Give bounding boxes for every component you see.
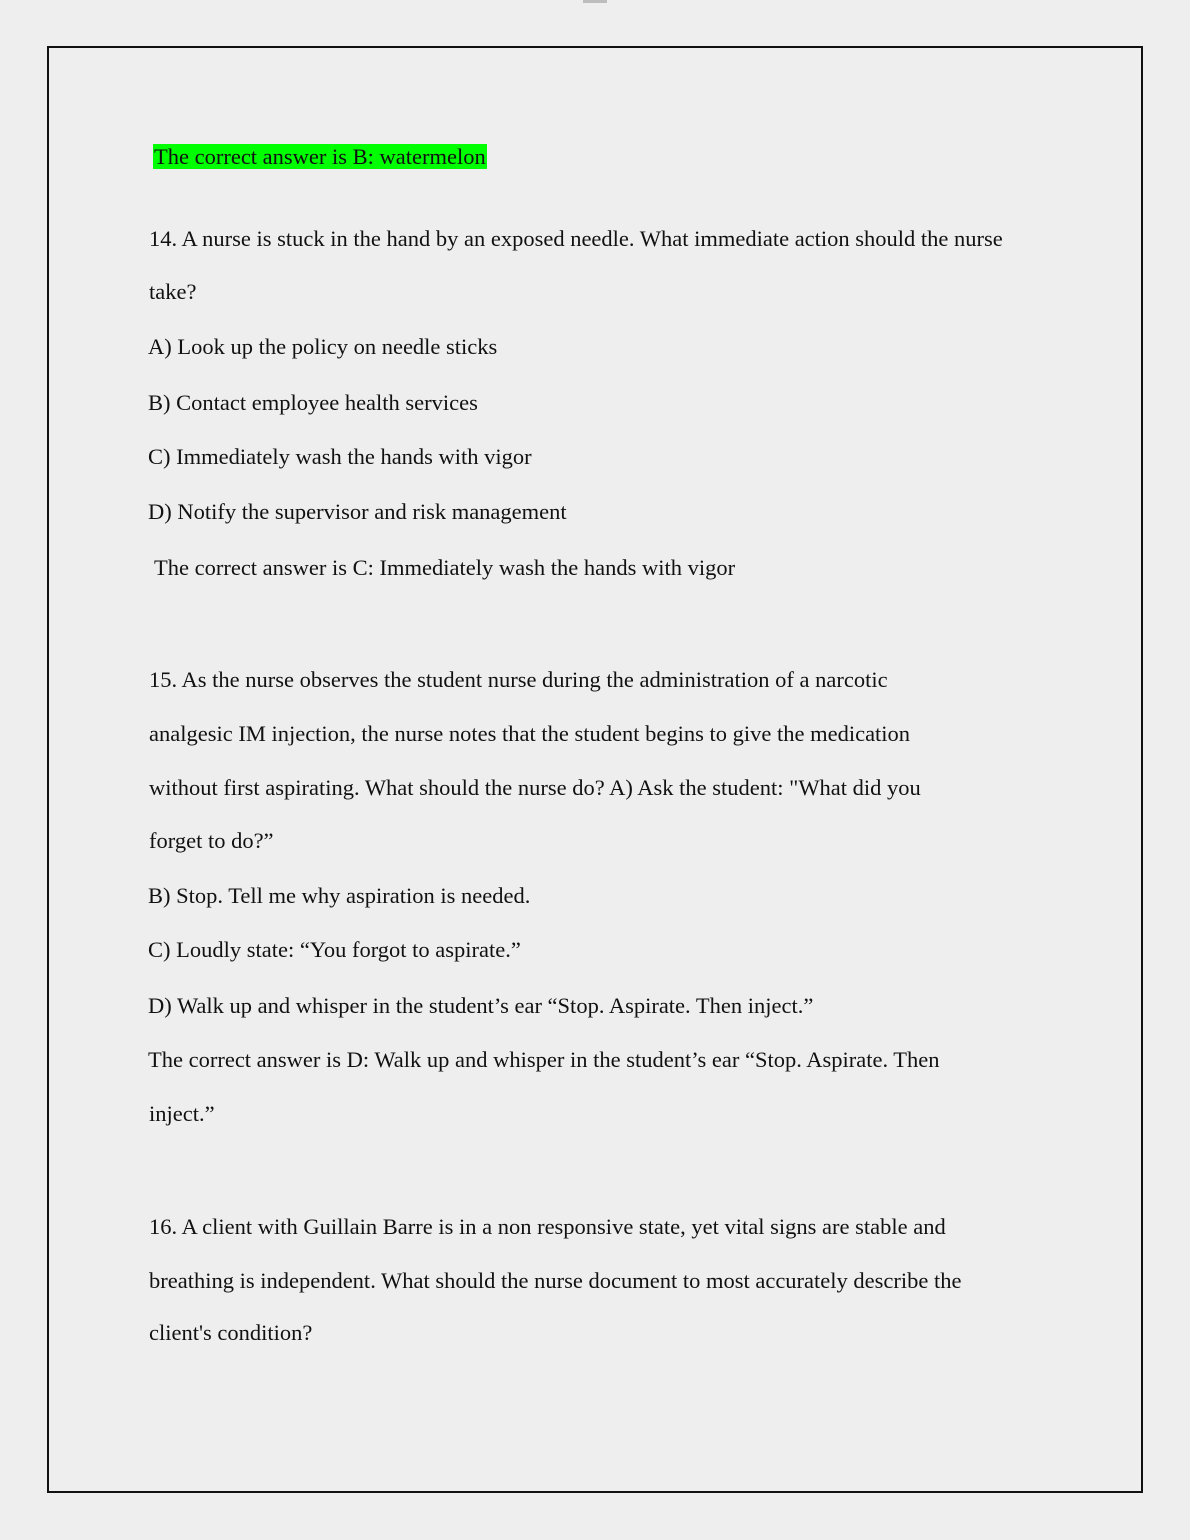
q16-stem-line-3: client's condition? bbox=[149, 1320, 313, 1345]
q16-stem-line-2: breathing is independent. What should the nurse document to most accurately describe the bbox=[149, 1268, 962, 1293]
q15-stem-line-2: analgesic IM injection, the nurse notes that the student begins to give the medication bbox=[149, 721, 911, 746]
q15-stem-line-3: without first aspirating. What should the nurse do? A) Ask the student: "What did you bbox=[149, 775, 921, 800]
q15-option-d: D) Walk up and whisper in the student’s ear “Stop. Aspirate. Then inject.” bbox=[148, 993, 814, 1018]
q14-option-b: B) Contact employee health services bbox=[148, 390, 478, 415]
q15-option-c: C) Loudly state: “You forgot to aspirate.” bbox=[148, 937, 521, 962]
q16-stem-line-1: 16. A client with Guillain Barre is in a non responsive state, yet vital signs are stable and bbox=[149, 1214, 946, 1239]
q15-option-b: B) Stop. Tell me why aspiration is needed. bbox=[148, 883, 531, 908]
answer-highlight: The correct answer is B: watermelon bbox=[154, 144, 486, 169]
q14-answer: The correct answer is C: Immediately wash the hands with vigor bbox=[154, 555, 736, 580]
q14-stem-line-1: 14. A nurse is stuck in the hand by an exposed needle. What immediate action should the nurse bbox=[149, 226, 1003, 251]
previous-answer bbox=[153, 143, 487, 171]
q15-answer-line-2: inject.” bbox=[149, 1101, 215, 1126]
q14-option-a: A) Look up the policy on needle sticks bbox=[148, 334, 498, 359]
header-mark bbox=[583, 0, 607, 3]
q14-stem-line-2: take? bbox=[149, 279, 197, 304]
q14-option-c: C) Immediately wash the hands with vigor bbox=[148, 444, 532, 469]
q15-stem-line-1: 15. As the nurse observes the student nurse during the administration of a narcotic bbox=[149, 667, 888, 692]
q15-answer-line-1: The correct answer is D: Walk up and whisper in the student’s ear “Stop. Aspirate. Then bbox=[148, 1047, 940, 1072]
q14-option-d: D) Notify the supervisor and risk management bbox=[148, 499, 567, 524]
q15-stem-line-4: forget to do?” bbox=[149, 828, 274, 853]
